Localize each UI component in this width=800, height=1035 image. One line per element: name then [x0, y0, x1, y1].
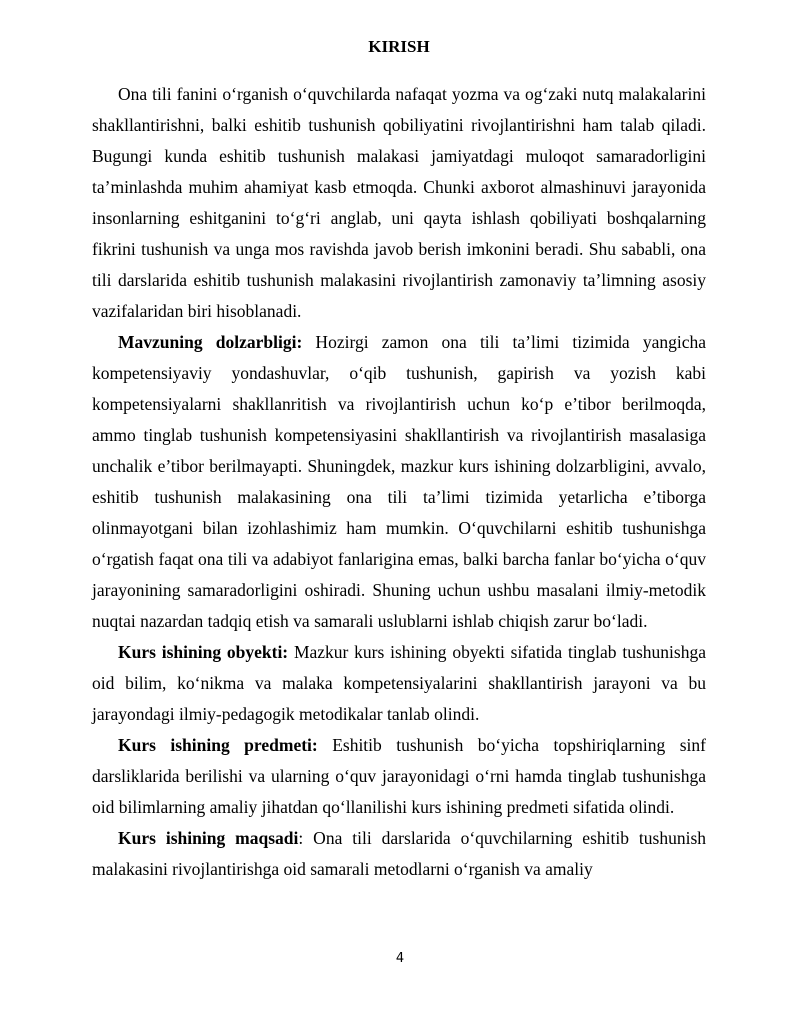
- paragraph-text: : Ona tili darslarida o‘quvchilarning eshitib tushunish malakasini rivojlantirishga oid samarali metodlarni o‘rganish va amaliy: [92, 828, 707, 879]
- paragraph-object: [92, 637, 706, 730]
- paragraph-subject: [92, 730, 706, 823]
- paragraph-heading: Mavzuning dolzarbligi:: [118, 332, 303, 352]
- paragraph-text: Ona tili fanini o‘rganish o‘quvchilarda nafaqat yozma va og‘zaki nutq malakalarini shakllantirishni, balki eshitib tushunish qobiliyatini rivojlantirishni ham talab qiladi. Bugungi kunda eshitib tushunish malakasi jamiyatdagi muloqot samaradorligini ta’minlashda muhim ahamiyat kasb etmoqda. Chunki axborot almashinuvi jarayonida insonlarning eshitganini to‘g‘ri anglab, uni qayta ishlash qobiliyati boshqalarning fikrini tushunish va unga mos ravishda javob berish imkonini beradi. Shu sababli, ona tili darslarida eshitib tushunish malakasini rivojlantirish zamonaviy ta’limning asosiy vazifalaridan biri hisoblanadi.: [92, 84, 706, 321]
- paragraph-heading: Kurs ishining maqsadi: [118, 828, 299, 848]
- paragraph-introduction: [92, 79, 706, 327]
- page-number: 4: [395, 951, 405, 966]
- page-title: KIRISH: [368, 37, 430, 56]
- document-page: [92, 36, 706, 885]
- paragraph-text: Eshitib tushunish bo‘yicha topshiriqlarning sinf darsliklarida berilishi va ularning o‘quv jarayonidagi o‘rni hamda tinglab tushunishga oid bilimlarning amaliy jihatdan qo‘llanilishi kurs ishining predmeti sifatida olindi.: [92, 735, 706, 817]
- paragraph-goal: [92, 823, 706, 885]
- paragraph-heading: Kurs ishining predmeti:: [118, 735, 318, 755]
- paragraph-relevance: [92, 327, 706, 637]
- paragraph-text: Mazkur kurs ishining obyekti sifatida tinglab tushunishga oid bilim, ko‘nikma va malaka kompetensiyalarini shakllantirish jarayoni va bu jarayondagi ilmiy-pedagogik metodikalar tanlab olindi.: [92, 642, 706, 724]
- paragraph-heading: Kurs ishining obyekti:: [118, 642, 289, 662]
- paragraph-text: Hozirgi zamon ona tili ta’limi tizimida yangicha kompetensiyaviy yondashuvlar, o‘qib tushunish, gapirish va yozish kabi kompetensiyalarni shakllanritish va rivojlantirish uchun ko‘p e’tibor berilmoqda, ammo tinglab tushunish kompetensiyasini shakllantirish va rivojlantirish masalasiga unchalik e’tibor berilmayapti. Shuningdek, mazkur kurs ishining dolzarbligini, avvalo, eshitib tushunish malakasining ona tili ta’limi tizimida yetarlicha e’tiborga olinmayotgani bilan izohlashimiz ham mumkin. O‘quvchilarni eshitib tushunishga o‘rgatish faqat ona tili va adabiyot fanlarigina emas, balki barcha fanlar bo‘yicha o‘quv jarayonining samaradorligini oshiradi. Shuning uchun ushbu masalani ilmiy-metodik nuqtai nazardan tadqiq etish va samarali uslublarni ishlab chiqish zarur bo‘ladi.: [92, 332, 707, 631]
